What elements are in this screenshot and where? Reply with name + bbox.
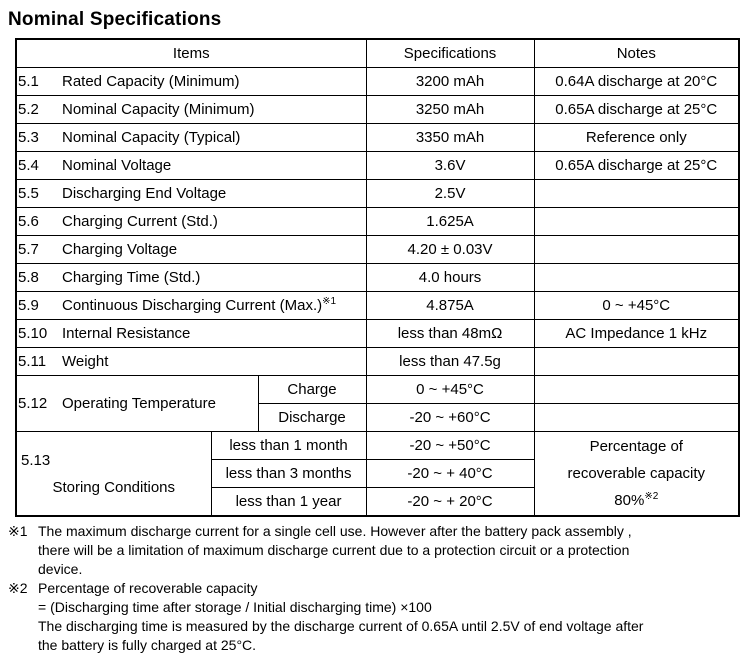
cell-item-storing-conditions	[16, 432, 211, 517]
item-label: Nominal Capacity (Minimum)	[62, 101, 255, 118]
table-row	[16, 180, 739, 208]
cell-spec: 3.6V	[366, 152, 534, 180]
cell-item	[16, 208, 366, 236]
item-number: 5.7	[18, 241, 39, 258]
table-row	[16, 68, 739, 96]
header-specifications: Specifications	[366, 39, 534, 68]
table-row	[16, 292, 739, 320]
item-number: 5.13	[21, 451, 51, 469]
cell-note: 0.64A discharge at 20°C	[534, 68, 739, 96]
cell-sub-label: less than 1 year	[211, 488, 366, 517]
cell-item	[16, 96, 366, 124]
table-row	[16, 264, 739, 292]
item-label: Charging Current (Std.)	[62, 213, 218, 230]
cell-spec: -20 ~ + 40°C	[366, 460, 534, 488]
cell-spec: 1.625A	[366, 208, 534, 236]
note-percentage: 80%	[614, 492, 645, 509]
note-line: Percentage of	[589, 438, 683, 455]
item-number: 5.11	[18, 353, 47, 370]
cell-note-storing-conditions	[534, 432, 739, 517]
cell-note	[534, 180, 739, 208]
footnote-line: device.	[38, 561, 83, 577]
table-row	[16, 320, 739, 348]
cell-spec: 4.20 ± 0.03V	[366, 236, 534, 264]
item-number: 5.8	[18, 269, 39, 286]
item-number: 5.2	[18, 101, 39, 118]
footnote-line: Percentage of recoverable capacity	[38, 580, 258, 596]
table-row	[16, 236, 739, 264]
footnote-1-text	[38, 522, 632, 579]
item-number: 5.3	[18, 129, 39, 146]
footnotes	[8, 522, 750, 655]
item-number: 5.6	[18, 213, 39, 230]
cell-item	[16, 152, 366, 180]
cell-spec: -20 ~ +60°C	[366, 404, 534, 432]
cell-note: 0.65A discharge at 25°C	[534, 152, 739, 180]
footnote-2	[8, 579, 750, 655]
footnote-2-marker: ※2	[8, 580, 28, 596]
cell-note	[534, 236, 739, 264]
table-row	[16, 152, 739, 180]
cell-note: 0 ~ +45°C	[534, 292, 739, 320]
table-row	[16, 124, 739, 152]
item-number: 5.12	[18, 395, 48, 412]
item-label: Charging Voltage	[62, 241, 178, 258]
cell-item	[16, 348, 366, 376]
cell-spec: 0 ~ +45°C	[366, 376, 534, 404]
item-number: 5.4	[18, 157, 39, 174]
cell-spec: 3350 mAh	[366, 124, 534, 152]
table-row	[16, 348, 739, 376]
cell-item	[16, 320, 366, 348]
cell-item	[16, 236, 366, 264]
footnote-line: the battery is fully charged at 25°C.	[38, 637, 257, 653]
cell-spec: 3250 mAh	[366, 96, 534, 124]
table-row-operating-temp-charge	[16, 376, 739, 404]
cell-sub-label: Charge	[258, 376, 366, 404]
header-items: Items	[16, 39, 366, 68]
cell-item	[16, 180, 366, 208]
cell-spec: 3200 mAh	[366, 68, 534, 96]
cell-spec: -20 ~ + 20°C	[366, 488, 534, 517]
page-title: Nominal Specifications	[8, 9, 222, 30]
item-label: Nominal Capacity (Typical)	[62, 129, 241, 146]
cell-spec: 2.5V	[366, 180, 534, 208]
item-label: Internal Resistance	[62, 325, 191, 342]
table-row	[16, 96, 739, 124]
item-label: Weight	[62, 353, 109, 370]
item-label: Storing Conditions	[52, 478, 176, 496]
item-number: 5.5	[18, 185, 39, 202]
cell-spec: -20 ~ +50°C	[366, 432, 534, 460]
footnote-1	[8, 522, 750, 579]
cell-spec: less than 48mΩ	[366, 320, 534, 348]
item-label: Nominal Voltage	[62, 157, 172, 174]
cell-item-operating-temperature	[16, 376, 258, 432]
cell-item	[16, 124, 366, 152]
cell-sub-label: less than 3 months	[211, 460, 366, 488]
note-line: recoverable capacity	[567, 465, 706, 482]
note-line	[535, 487, 739, 514]
header-row	[16, 39, 739, 68]
item-label: Discharging End Voltage	[62, 185, 227, 202]
cell-item	[16, 264, 366, 292]
item-label: Rated Capacity (Minimum)	[62, 73, 240, 90]
table-row	[16, 208, 739, 236]
item-number: 5.1	[18, 73, 39, 90]
cell-item	[16, 68, 366, 96]
cell-note	[534, 376, 739, 404]
cell-sub-label: Discharge	[258, 404, 366, 432]
cell-item	[16, 292, 366, 320]
cell-sub-label: less than 1 month	[211, 432, 366, 460]
cell-spec: less than 47.5g	[366, 348, 534, 376]
cell-note	[534, 404, 739, 432]
footnote-1-marker: ※1	[8, 523, 28, 539]
cell-note	[534, 348, 739, 376]
footnote-line: The discharging time is measured by the discharge current of 0.65A until 2.5V of end voltage after	[38, 618, 644, 634]
spec-table	[15, 38, 740, 517]
cell-note: AC Impedance 1 kHz	[534, 320, 739, 348]
cell-spec: 4.0 hours	[366, 264, 534, 292]
footnote-line: there will be a limitation of maximum discharge current due to a protection circuit or a protection	[38, 542, 630, 558]
cell-note: Reference only	[534, 124, 739, 152]
table-row-storing-1	[16, 432, 739, 460]
cell-note: 0.65A discharge at 25°C	[534, 96, 739, 124]
item-label: Charging Time (Std.)	[62, 269, 201, 286]
footnote-ref-2: ※2	[644, 491, 659, 502]
cell-spec: 4.875A	[366, 292, 534, 320]
footnote-line: = (Discharging time after storage / Initial discharging time) ×100	[38, 599, 432, 615]
footnote-line: The maximum discharge current for a single cell use. However after the battery pack assembly ,	[38, 523, 632, 539]
cell-note	[534, 208, 739, 236]
item-number: 5.10	[18, 325, 48, 342]
item-label: Operating Temperature	[62, 395, 216, 412]
footnote-2-text	[38, 579, 643, 655]
cell-note	[534, 264, 739, 292]
item-label: Continuous Discharging Current (Max.)	[62, 297, 323, 314]
item-number: 5.9	[18, 297, 39, 314]
header-notes: Notes	[534, 39, 739, 68]
footnote-ref-1: ※1	[322, 296, 337, 307]
